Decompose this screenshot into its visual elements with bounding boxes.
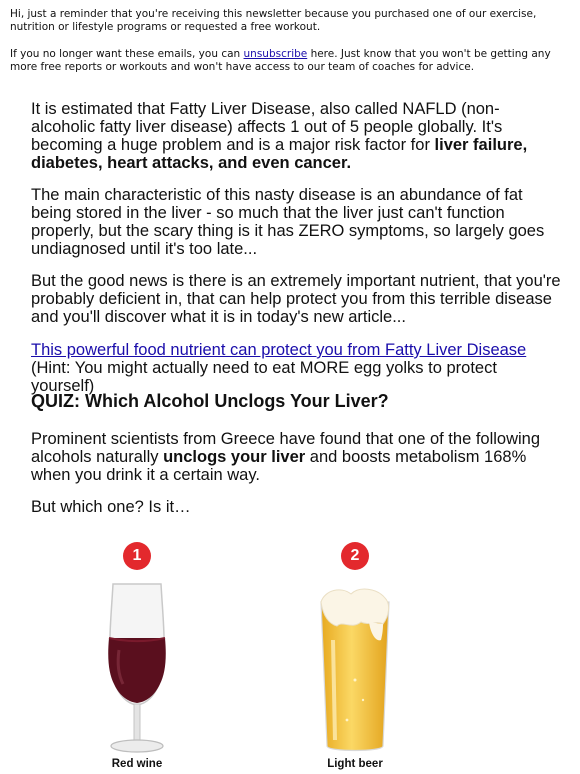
notice-text-after: here. Just know that you won't be getting any more free reports or workouts and won't have access to our team of coaches for advice.	[10, 48, 551, 73]
article-paragraph-3	[31, 272, 563, 326]
option-label: Red wine	[111, 758, 163, 770]
p2-text: The main characteristic of this nasty disease is an abundance of fat being stored in the liver - so much that the liver just can't function properly, but the scary thing is it has ZERO symptoms, so largely goes undiagnosed until it's too late...	[31, 186, 545, 258]
article-link[interactable]: This powerful food nutrient can protect you from Fatty Liver Disease	[31, 341, 527, 359]
quiz-paragraph	[31, 430, 563, 484]
p1-text: It is estimated that Fatty Liver Disease, also called NAFLD (non-alcoholic fatty liver disease) affects 1 out of 5 people globally. It's becoming a huge problem and is a major risk factor for	[31, 100, 503, 154]
quiz-question	[31, 498, 563, 516]
p4-hint-text: (Hint: You might actually need to eat MORE egg yolks to protect yourself)	[31, 359, 497, 395]
wine-glass-icon	[67, 580, 207, 756]
article-paragraph-4	[31, 341, 563, 395]
p5-text-before: Prominent scientists from Greece have found that one of the following alcohols naturally	[31, 430, 541, 466]
quiz-option-light-beer[interactable]	[285, 540, 425, 774]
p5-text-after: and boosts metabolism 168% when you drink it a certain way.	[31, 448, 527, 484]
option-number-badge: 2	[341, 542, 369, 570]
option-label: Light beer	[327, 758, 383, 770]
newsletter-notice	[0, 0, 580, 74]
quiz-heading: QUIZ: Which Alcohol Unclogs Your Liver?	[31, 391, 389, 411]
p1-bold-text: liver failure, diabetes, heart attacks, and even cancer.	[31, 136, 528, 172]
article-paragraph-2	[31, 186, 563, 258]
notice-line-2	[10, 34, 570, 74]
p3-text: But the good news is there is an extremely important nutrient, that you're probably deficient in, that can help protect you from this terrible disease and you'll discover what it is in today's new article...	[31, 272, 561, 326]
notice-text-before: If you no longer want these emails, you can	[10, 48, 244, 60]
article-paragraph-1	[31, 100, 563, 172]
option-number-badge: 1	[123, 542, 151, 570]
unsubscribe-link[interactable]: unsubscribe	[243, 48, 308, 60]
p6-text: But which one? Is it…	[31, 498, 191, 516]
p5-bold-text: unclogs your liver	[163, 448, 306, 466]
notice-line-1: Hi, just a reminder that you're receiving this newsletter because you purchased one of our exercise, nutrition or lifestyle programs or requested a free workout.	[10, 8, 537, 33]
beer-glass-icon	[285, 580, 425, 756]
quiz-option-red-wine[interactable]	[67, 540, 207, 774]
